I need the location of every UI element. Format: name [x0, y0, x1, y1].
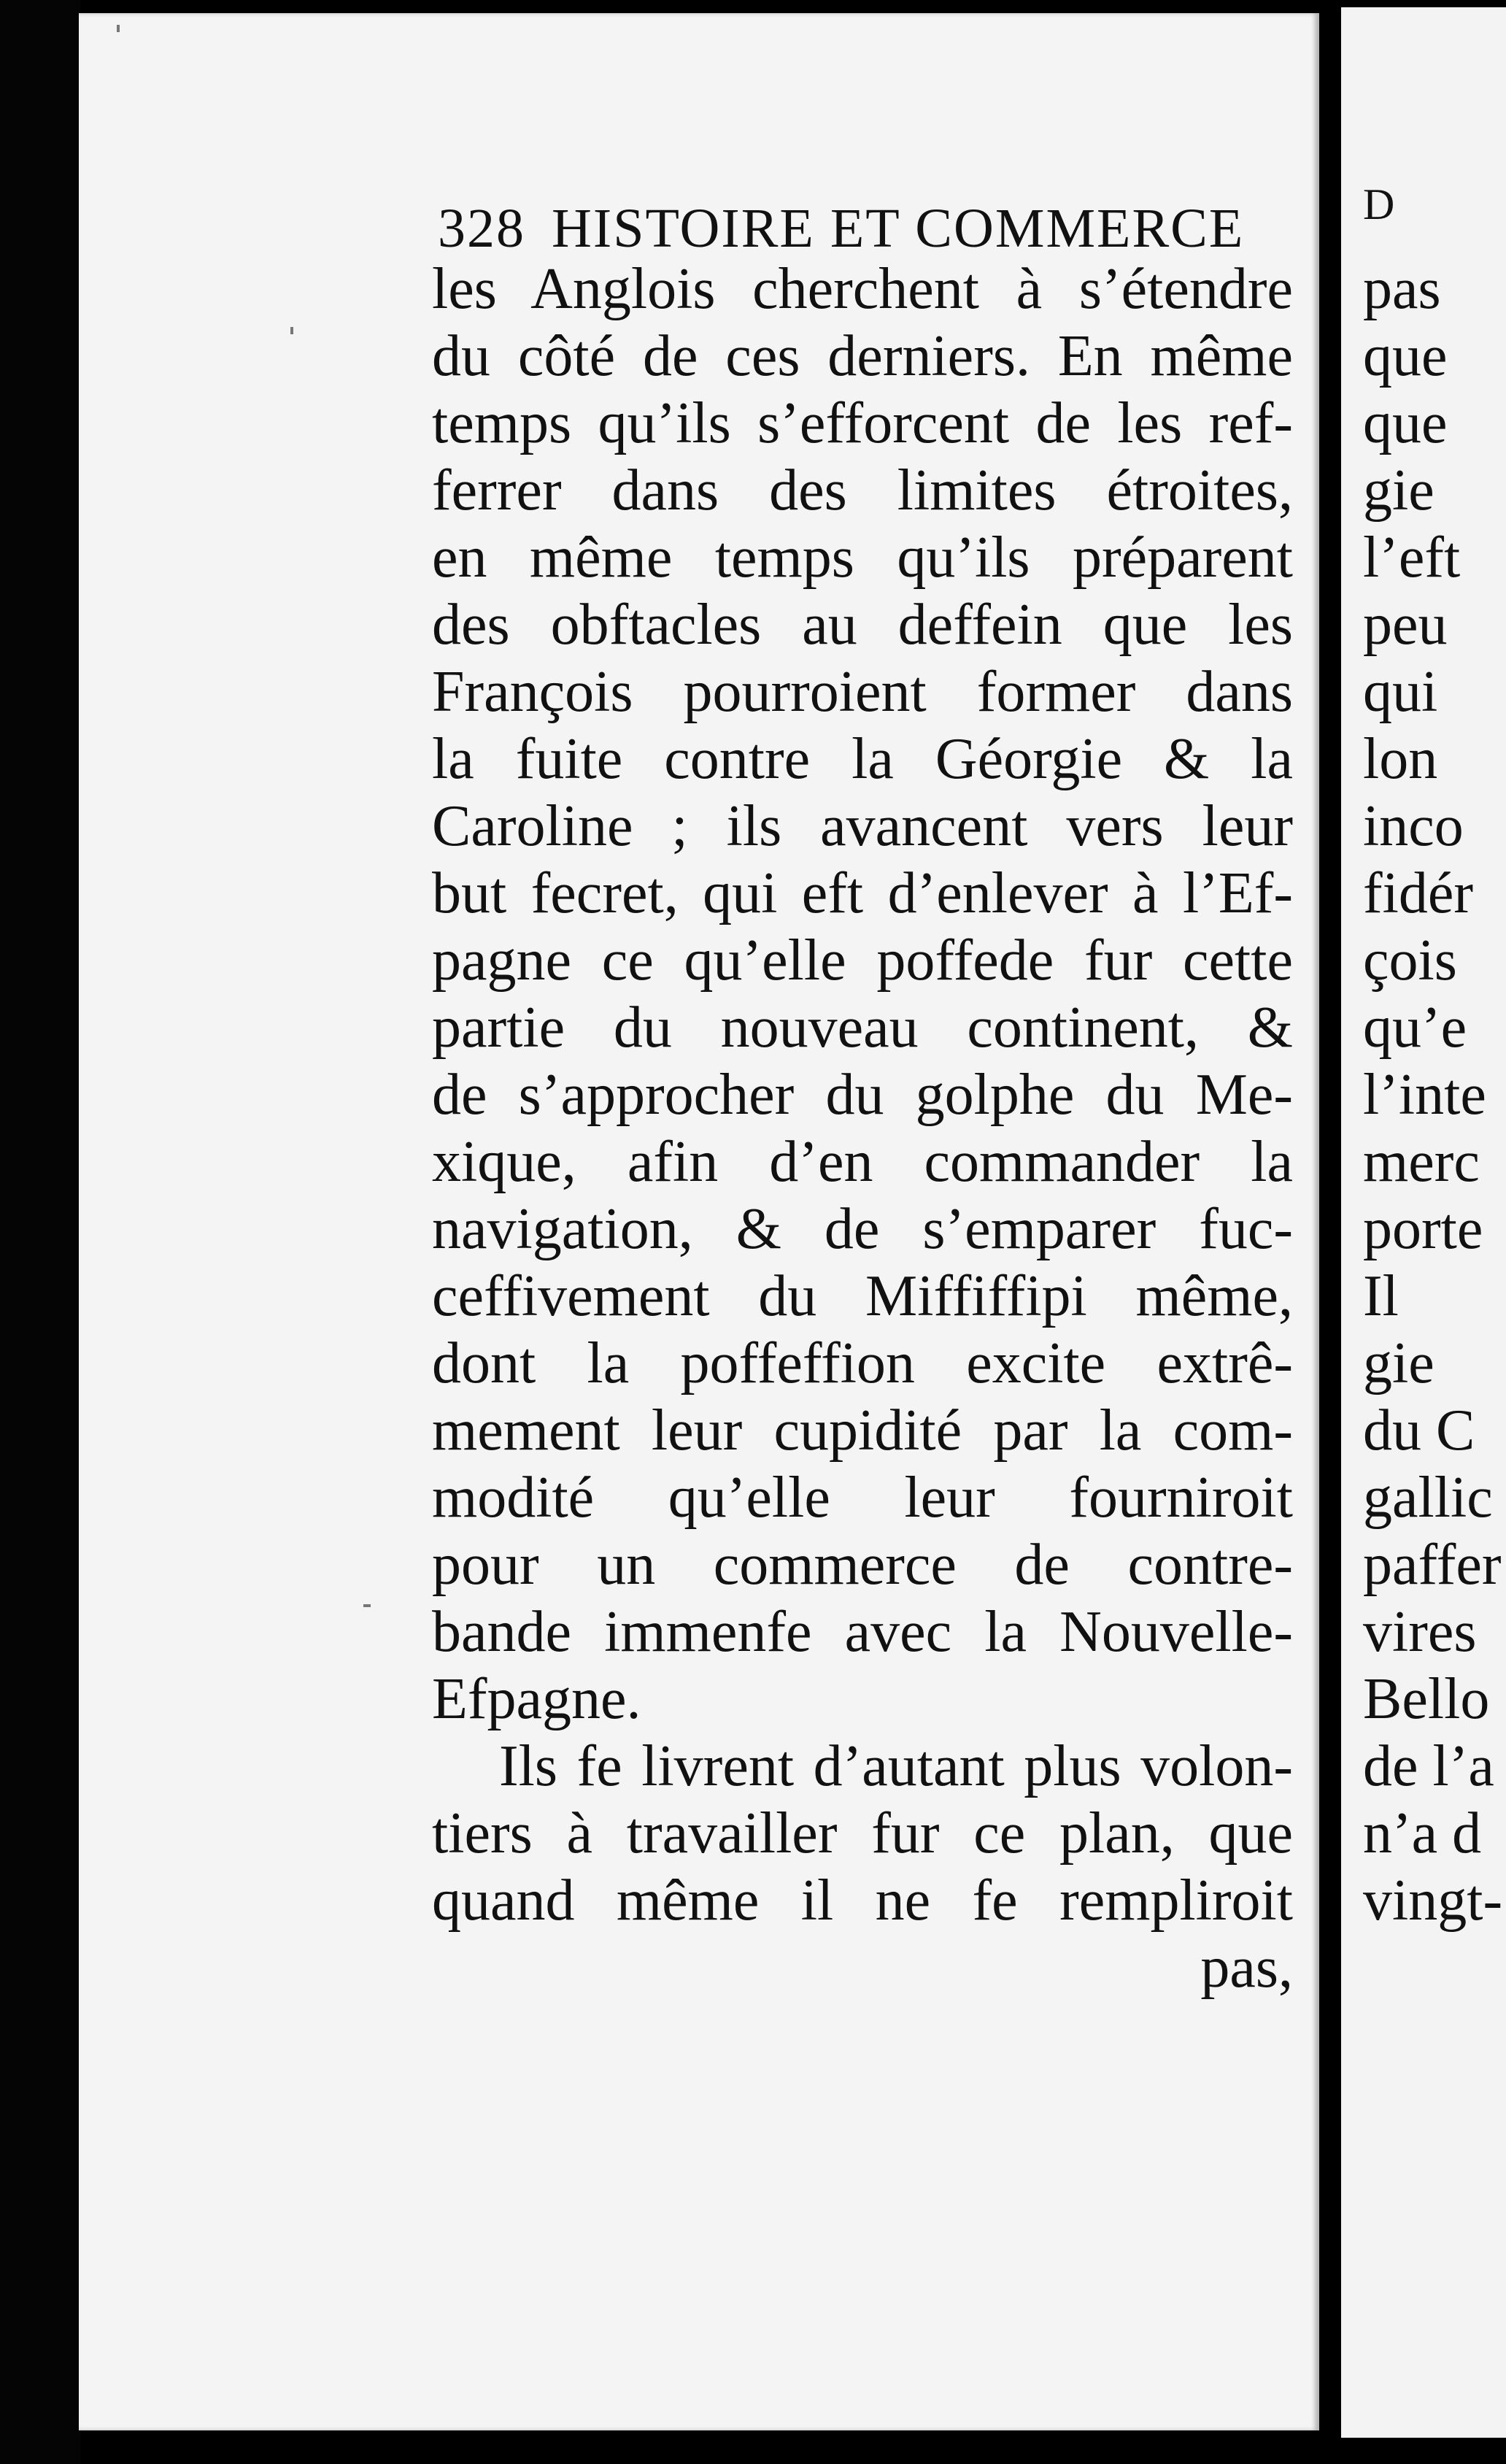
right-running-head: D — [1363, 180, 1397, 228]
text-line: des obftacles au deffein que les — [432, 593, 1293, 657]
right-line: paffer — [1363, 1533, 1502, 1597]
text-line: Caroline ; ils avancent vers leur — [432, 794, 1293, 858]
page-number: 328 — [438, 198, 525, 259]
text-line: ceffivement du Miffiffipi même, — [432, 1264, 1293, 1328]
binding-gutter — [0, 0, 80, 2464]
right-line: qui — [1363, 660, 1438, 724]
text-line: modité qu’elle leur fourniroit — [432, 1466, 1293, 1530]
right-page — [1341, 7, 1506, 2438]
text-line: bande immenfe avec la Nouvelle- — [432, 1600, 1293, 1664]
ink-speck — [117, 25, 120, 32]
text-line: du côté de ces derniers. En même — [432, 324, 1293, 388]
right-line: pas — [1363, 257, 1441, 321]
text-line: xique, afin d’en commander la — [432, 1130, 1293, 1194]
right-line: lon — [1363, 727, 1438, 791]
body-text — [432, 255, 1293, 2001]
right-line: du C — [1363, 1398, 1475, 1463]
text-line: partie du nouveau continent, & — [432, 996, 1293, 1060]
running-head-title: HISTOIRE ET COMMERCE — [552, 198, 1245, 259]
right-line: porte — [1363, 1197, 1483, 1261]
text-line: temps qu’ils s’efforcent de les ref- — [432, 391, 1293, 455]
text-line: tiers à travailler fur ce plan, que — [432, 1801, 1293, 1866]
right-line: Bello — [1363, 1667, 1490, 1731]
right-line: de l’a — [1363, 1734, 1494, 1798]
right-line: çois — [1363, 928, 1457, 993]
text-line: but fecret, qui eft d’enlever à l’Ef- — [432, 861, 1293, 925]
ink-speck — [363, 1604, 371, 1607]
text-line: mement leur cupidité par la com- — [432, 1398, 1293, 1463]
right-line: gie — [1363, 458, 1434, 523]
right-line: Il — [1363, 1264, 1399, 1328]
right-line: merc — [1363, 1130, 1480, 1194]
catchword: pas, — [1200, 1936, 1293, 2000]
right-line: n’a d — [1363, 1801, 1482, 1866]
text-line: pagne ce qu’elle poffede fur cette — [432, 928, 1293, 993]
running-header — [438, 197, 1244, 261]
right-line: vingt- — [1363, 1868, 1503, 1933]
right-line: inco — [1363, 794, 1464, 858]
right-line: vires — [1363, 1600, 1477, 1664]
text-line: ferrer dans des limites étroites, — [432, 458, 1293, 523]
right-line: gallic — [1363, 1466, 1493, 1530]
right-line: que — [1363, 391, 1448, 455]
text-line: la fuite contre la Géorgie & la — [432, 727, 1293, 791]
right-line: qu’e — [1363, 996, 1467, 1060]
text-line: dont la poffeffion excite extrê- — [432, 1331, 1293, 1395]
right-line: peu — [1363, 593, 1448, 657]
text-line: de s’approcher du golphe du Me- — [432, 1063, 1293, 1127]
right-page-text — [1363, 182, 1502, 1934]
right-line: que — [1363, 324, 1448, 388]
text-line: en même temps qu’ils préparent — [432, 525, 1293, 590]
text-line: Ils fe livrent d’autant plus volon- — [499, 1734, 1293, 1798]
text-line: navigation, & de s’emparer fuc- — [432, 1197, 1293, 1261]
text-line: pour un commerce de contre- — [432, 1533, 1293, 1597]
right-line: l’inte — [1363, 1063, 1486, 1127]
text-line: François pourroient former dans — [432, 660, 1293, 724]
right-line: gie — [1363, 1331, 1434, 1395]
right-line: fidér — [1363, 861, 1474, 925]
text-line: quand même il ne fe rempliroit — [432, 1868, 1293, 1933]
ink-speck — [290, 327, 293, 334]
text-line: les Anglois cherchent à s’étendre — [432, 257, 1293, 321]
book-spine — [1319, 0, 1341, 2464]
text-line: Efpagne. — [432, 1667, 641, 1731]
right-line: l’eft — [1363, 525, 1461, 590]
